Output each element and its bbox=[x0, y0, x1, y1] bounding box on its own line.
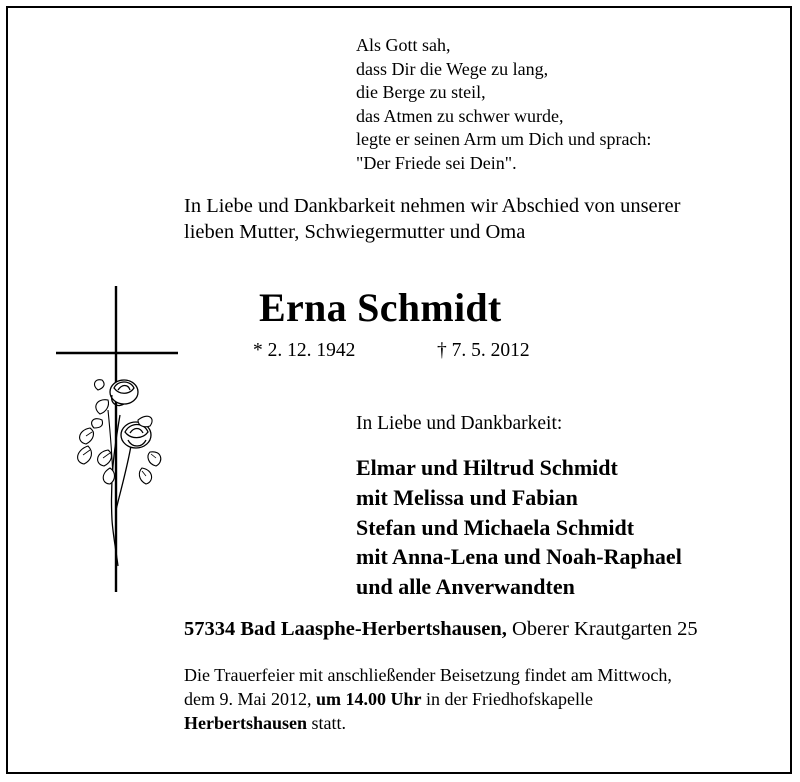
deceased-name: Erna Schmidt bbox=[259, 285, 502, 330]
funeral-line bbox=[184, 712, 672, 736]
death-date: † 7. 5. 2012 bbox=[437, 340, 530, 361]
funeral-end-text: statt. bbox=[307, 712, 346, 733]
mourner-line: und alle Anverwandten bbox=[356, 574, 575, 600]
poem-line: Als Gott sah, bbox=[356, 35, 451, 55]
poem-line: "Der Friede sei Dein". bbox=[356, 152, 517, 173]
poem-line: legte er seinen Arm um Dich und sprach: bbox=[356, 129, 652, 150]
mourner-line: Stefan und Michaela Schmidt bbox=[356, 514, 635, 540]
funeral-place: Herbertshausen bbox=[184, 712, 307, 733]
intro-line: In Liebe und Dankbarkeit nehmen wir Abschied von unserer bbox=[184, 195, 681, 217]
funeral-line: Die Trauerfeier mit anschließender Beisetzung findet am Mittwoch, bbox=[184, 665, 672, 685]
poem-line: dass Dir die Wege zu lang, bbox=[356, 58, 549, 79]
mourner-line: mit Anna-Lena und Noah-Raphael bbox=[356, 544, 682, 570]
funeral-time: um 14.00 Uhr bbox=[316, 688, 422, 709]
cross-with-roses-icon bbox=[50, 280, 185, 598]
intro-text bbox=[184, 193, 680, 245]
poem bbox=[356, 34, 651, 176]
funeral-date-text: dem 9. Mai 2012, bbox=[184, 688, 316, 709]
funeral-line bbox=[184, 688, 672, 712]
funeral-location-text: in der Friedhofskapelle bbox=[421, 688, 593, 709]
mourner-line: mit Melissa und Fabian bbox=[356, 484, 578, 510]
birth-date: * 2. 12. 1942 bbox=[253, 340, 356, 361]
mourner-line: Elmar und Hiltrud Schmidt bbox=[356, 455, 618, 480]
signoff-text: In Liebe und Dankbarkeit: bbox=[356, 413, 563, 434]
address bbox=[184, 618, 698, 641]
funeral-notice bbox=[184, 664, 672, 735]
intro-line: lieben Mutter, Schwiegermutter und Oma bbox=[184, 221, 526, 243]
poem-line: das Atmen zu schwer wurde, bbox=[356, 105, 564, 126]
address-place: 57334 Bad Laasphe-Herbertshausen, bbox=[184, 618, 507, 640]
poem-line: die Berge zu steil, bbox=[356, 82, 486, 103]
mourners-list bbox=[356, 453, 682, 602]
address-street: Oberer Krautgarten 25 bbox=[512, 618, 698, 640]
